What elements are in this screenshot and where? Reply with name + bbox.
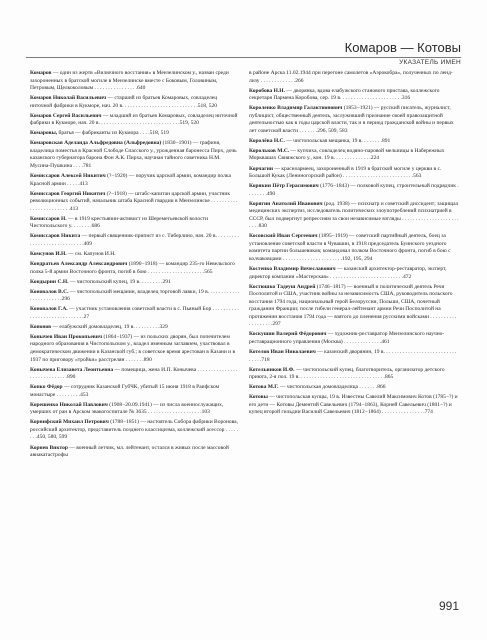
- index-entry-text: в районе Арска 11.02.1944 при перегоне самолетов «Аэрокобра», полученных по ленд-лизу . . . . . . . . . . . . .266: [249, 70, 453, 84]
- index-entry-headword: Котова М.Г.: [249, 384, 279, 391]
- index-entry-headword: Комсунов И.Н.: [30, 250, 67, 257]
- index-entry-headword: Комиссаров Никита: [30, 233, 81, 240]
- index-entry-text: — младший из братьев Комаровых, совладелец ниточной фабрики в Кукморе, нач. 20 в. . . . . . . . . . . . . . . . . . . . . . . . . . . . . .519, 520: [30, 112, 238, 127]
- index-entry-headword: Корнев Виктор: [30, 444, 68, 451]
- index-entry-headword: Кондратьев Александр Александрович: [30, 261, 128, 268]
- index-entry: [30, 140, 240, 170]
- index-entry-text: братья — фабриканты из Кукмора . . . .518, 519: [57, 130, 169, 137]
- index-entry-headword: Коновалов Г.А.: [30, 306, 68, 313]
- index-entry: [249, 201, 459, 231]
- running-header-subtitle: УКАЗАТЕЛЬ ИМЕН: [399, 59, 461, 66]
- index-entry-text: — помещица, жена И.П. Конычева . . . . . . . . . . . . . . . . . . . . . . . . . . . . .890: [30, 366, 238, 381]
- index-entry-text: — красноармеец, захороненный в 1919 в братской могиле у церкви в с. Большой Кукак (Лениногорский район) . . . . . . . . . . . . . . . . . . . . . . . . . .563: [249, 165, 442, 180]
- index-entry: [249, 138, 459, 146]
- index-entry: [249, 88, 459, 103]
- index-entry: [249, 394, 459, 417]
- index-entry-headword: Корольков М.С.: [249, 147, 290, 154]
- running-header-title: Комаров — Котовы: [344, 40, 461, 55]
- index-entry: [249, 349, 459, 364]
- index-entry-headword: Костенко Владимир Вячеславович: [249, 266, 336, 273]
- index-entry: [249, 266, 459, 281]
- index-entry-text: — в 1919 крестьянин-активист из Шереметьевской волости Чистопольского у. . . . . . . .686: [30, 215, 209, 230]
- index-entry-headword: Кононов: [30, 323, 52, 330]
- index-entry: [30, 279, 240, 287]
- index-entry: [30, 173, 240, 188]
- index-entry-text: — елабужский домовладелец, 19 в. . . . . . . . . .329: [51, 323, 168, 330]
- index-entry-headword: Коновалов В.С.: [30, 288, 69, 295]
- index-entry-headword: Котельников И.Ф.: [249, 366, 295, 373]
- index-entry: [30, 261, 240, 276]
- index-entry-headword: Коскушин Валерий Фёдорович: [249, 331, 327, 338]
- index-entry: [30, 367, 240, 382]
- index-entry-headword: Копко Фёдор: [30, 384, 63, 391]
- index-entry-headword: Корнифский Михаил Петрович: [30, 419, 109, 426]
- index-entry-headword: Комаров Сергей Васильевич: [30, 112, 102, 119]
- index-entry-headword: Комаровская Аделаида Альфредовна (Альфредовна): [30, 140, 162, 147]
- index-entry-headword: Корчагин: [249, 165, 274, 172]
- index-entry-headword: Комаров: [30, 70, 52, 76]
- index-entry: [30, 289, 240, 304]
- index-entry-headword: Корешенко Николай Павлович: [30, 401, 108, 408]
- index-entry: [30, 334, 240, 364]
- index-entry-text: (?−1918) — штабс-капитан царской армии, участник революционных событий, начальник штаба Красной гвардии в Мензелинске . . . . . . . . . . . . . . . . . . . . . . . . .413: [30, 190, 238, 212]
- index-entry: [30, 233, 240, 248]
- index-entry-headword: Комаровы,: [30, 130, 58, 137]
- index-entry-headword: Котелов Иван Николаевич: [249, 349, 316, 356]
- index-entry-text: — чистопольская домовладелица . . . . . . .866: [278, 384, 386, 391]
- index-entry: [30, 445, 240, 460]
- index-entry-text: (1895−1919) — советский партийный деятель, боец за установление советской власти в Чувашии, в 1918 председатель Буинского уездного комитета партии большевиков; командовал полком Восточного фронта, погиб в бою с колчаковцами . . . . . . . . . . . . . . . . . . . . . .192, 195, 294: [249, 233, 451, 263]
- index-entry-text: — дворянка, вдова елабужского станового пристава, коллежского секретаря Пармена Коробова, сер. 19 в. . . . . . . . . . . . . . . . . . . . . . .316: [249, 87, 440, 102]
- index-entry: [249, 70, 459, 85]
- index-entry-text: — чистопольский мещанин, владелец торговой лавки, 19 в. . . . . . . . . . . . . . . . . . . . . . . .296: [30, 288, 240, 303]
- index-entry: [249, 331, 459, 346]
- index-entry: [30, 306, 240, 321]
- index-entry: [249, 284, 459, 329]
- index-entry: [249, 183, 459, 198]
- index-entry: [249, 233, 459, 263]
- index-entry: [30, 113, 240, 128]
- index-entry-headword: Комиссаров Алексей Никитич: [30, 173, 106, 180]
- index-entry-text: — чистопольская купцы, 19 в. Известны Савелий Максимович Котов (1785−?) и его дети — Котовы Дементий Савельевич (1794−1863), Корней Савельевич (1801−?) и купец второй гильдии Василий Савельевич (1812−1864) . . . . . . . . . . . . . . . .774: [249, 394, 458, 416]
- index-entry-text: (1788−1851) — настоятель Собора фабрики Воронова, российский архитектор, представитель позднего классицизма, коллежский асессор . . . . . . . .450, 580, 599: [30, 419, 239, 441]
- index-entry-text: — сотрудник Казанской ГубЧК, убитый 15 июня 1918 в Раифском монастыре . . . . . . . . .453: [30, 384, 220, 398]
- index-entry-headword: Коробова Н.Н.: [249, 87, 285, 94]
- index-entry-text: — военный летчик, мл. лейтенант, остался в живых после массовой авиакатастрофы: [30, 444, 229, 459]
- index-entry-text: — чистопольский купец, благотворитель, организатор детского приюта, 2-я пол. 19 в. . . . . . . . . . . . . . . . . . . . . . . . . . . . . . . .865: [249, 366, 445, 381]
- index-entry-text: — первый священник-припист из с. Тиберлино, нач. 20 в. . . . . . . . . . . . . . . . . . . . . . . . . . . . .409: [30, 233, 239, 247]
- index-entry-headword: Котовы: [249, 394, 268, 401]
- index-entry: [30, 324, 240, 332]
- index-entry-headword: Костюшко Тадеуш Андрей: [249, 283, 316, 290]
- index-entry: [30, 216, 240, 231]
- index-entry: [249, 105, 459, 135]
- index-entry-headword: Короленко Владимир Галактионович: [249, 105, 343, 112]
- index-entry: [30, 191, 240, 214]
- index-entry-headword: Королёва Н.С.: [249, 137, 285, 144]
- index-entry-text: (1908−20.09.1941) — из числа военнослужащих, умерших от ран в Арском эвакогоспитале № 3635 . . . . . . . . . . . . . . . . . . . .103: [30, 401, 224, 416]
- index-entry-text: — см. Капунов И.Н.: [66, 250, 116, 257]
- index-entry-text: (1746−1817) — военный и политический деятель Речи Посполитой и США, участник войны за независимость США, руководитель польского восстания 1794 года, национальный герой Белоруссии, Польши, США, почетный гражданин Франции; после гибели генерал-лейтенант армии Речи Посполитой на протяжении восстания 1794 года — взятого до пленения русскими войсками . . . . . . . . . . . . . . . . . . .297: [249, 283, 457, 328]
- index-entry-text: — казанский дворянин, 19 в. . . . . . . . . . . . . . . . . . . . . . . . . . . . . . . .718: [249, 349, 457, 363]
- index-entry-text: (1890−1918) — командир 235-го Невельского полка 5-й армии Восточного фронта, погиб в бою . . . . . . . . . . . . . . . . . . . . .565: [30, 261, 235, 275]
- index-entry-text: — купчиха, совладелец водяно-паровой мельницы в Набережных Морквашах Свияжского у., кон. 19 в. . . . . . . . . . . . . .224: [249, 147, 445, 162]
- index-entry-headword: Комаров Николай Васильевич: [30, 95, 107, 102]
- index-entry: [30, 419, 240, 442]
- index-entry: [30, 70, 240, 93]
- index-entry-text: — чистопольский купец, 19 в. . . . . . . . .291: [68, 278, 171, 285]
- index-entry: [30, 251, 240, 259]
- index-entry-text: — старший из братьев Комаровых, совладелец ниточной фабрики в Кукморе, нач. 20 в. . . . . . . . . . . . . . . . . . . . . . . . . . . .518, 520: [30, 95, 218, 109]
- index-entry: [249, 166, 459, 181]
- index-entry-text: (1853−1921) — русский писатель, журналист, публицист, общественный деятель, заслуживший признание своей правозащитной деятельностью как в годы царской власти, так и в период гражданской войны и первых лет советской власти . . . . . . .296, 509, 583: [249, 105, 454, 134]
- index-entry-headword: Кондырин С.Н.: [30, 278, 69, 285]
- index-entry-headword: Корякин Пётр Герасимович: [249, 183, 319, 190]
- index-entry-headword: Комиссаров Н.: [30, 215, 67, 222]
- index-entry: [30, 130, 240, 138]
- index-entry-text: — казанский архитектор-реставратор, эксперт, директор компании «Мастерская» . . . . . . . . . . . . . . . . . . . . . . . . . . .472: [249, 266, 447, 280]
- index-entry: [249, 148, 459, 163]
- index-entry-headword: Косовский Иван Сергеевич: [249, 233, 318, 240]
- index-entry-headword: Комиссаров Георгий Никитич: [30, 190, 106, 197]
- index-entry-headword: Конычева Елизавета Леонтьевна: [30, 366, 114, 373]
- index-entry-text: — художник-реставратор Мензелинского научно-реставрационного управления (Москва) . . . . . . . . . . . . . .461: [249, 331, 445, 345]
- index-entry: [249, 384, 459, 392]
- index-entry: [30, 95, 240, 110]
- index-entry-text: (?−1920) — поручик царской армии, командир полка Красной армии . . . . .413: [30, 173, 231, 187]
- index-entry-text: (1830−1901) — графиня, владелица поместья в Красной Слободе Спасского у., урожденная баронесса Пирх, дочь казанского губернатора барона Фон А.К. Пирха, научная тайного советника Н.М. Мусина-Пушкина . . . .781: [30, 140, 237, 170]
- index-entry-text: — один из жертв «Вилючного восстания» в Мензелинском у., назван среди захороненных в братской могиле в Мензелинске вместе с Боковым, Головиным, Петровым, Щелкоколовым . . . . . . . . . . . . . . . .640: [30, 70, 229, 92]
- index-entry: [249, 367, 459, 382]
- index-column-left: [30, 70, 240, 462]
- index-entry: [30, 384, 240, 399]
- index-entry: [30, 402, 240, 417]
- index-entry-text: — чистопольская мещанка, 19 в. . . . . . . .891: [284, 137, 391, 144]
- index-entry-headword: Конычев Иван Прокопьевич: [30, 333, 103, 340]
- index-column-right: [249, 70, 459, 419]
- page-number: 991: [438, 599, 459, 613]
- index-entry-text: — участник установления советской власти в с. Пьяный Бор . . . . . . . . . . . . . . . . . . . . . . . . . . . . . .27: [30, 306, 239, 320]
- index-entry-headword: Корягин Анатолий Иванович: [249, 200, 323, 207]
- index-entry-text: (1776−1843) — полковой купец, строительный подрядчик . . . . . . . .490: [249, 183, 459, 197]
- header-rule: [26, 57, 461, 58]
- index-entry-text: (1864−1937) — из польских дворян, был попечителем народного образования в Чистопольском у., владел именным заглавием, участвовал в демократическом движении в Казанской губ.; в советское время арестован в Казани и в 1937 по приговору «тройки» расстрелян . . . . . . .890: [30, 333, 236, 363]
- index-entry-text: (род. 1938) — психиатр и советский диссидент; защищал медицинских экспертиз, исследователь политических злоупотреблений психиатрией в СССР, был подвергнут репрессиям за свои независимые взгляды . . . . . . . . . . . . . . . . . . . . . . . . .830: [249, 200, 459, 230]
